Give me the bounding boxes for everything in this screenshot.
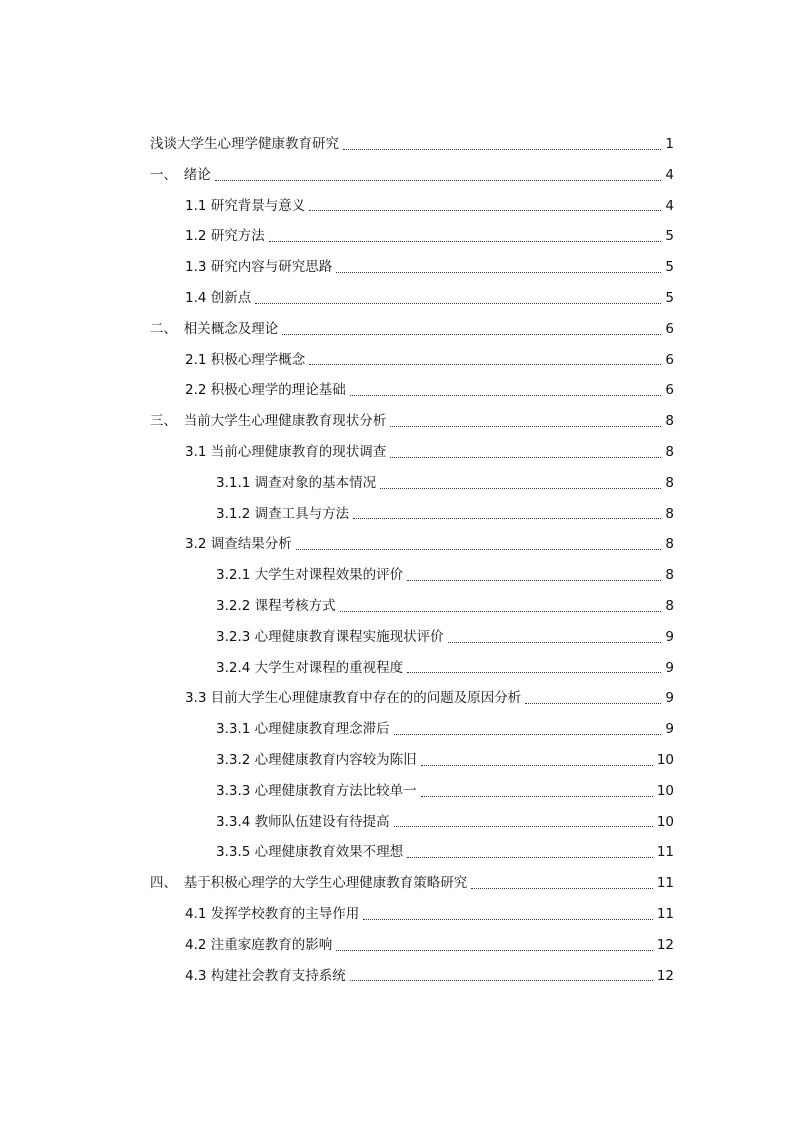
- toc-entry-title: 3.2 调查结果分析: [185, 536, 292, 553]
- toc-entry-page-number: 6: [665, 351, 674, 368]
- toc-entry-title: 3.2.1 大学生对课程效果的评价: [216, 567, 404, 584]
- toc-entry-title: 1.3 研究内容与研究思路: [185, 259, 333, 276]
- toc-entry[interactable]: [150, 837, 674, 868]
- toc-entry-title: 2.1 积极心理学概念: [185, 351, 306, 368]
- toc-dot-leader: [296, 549, 662, 550]
- toc-entry[interactable]: [150, 406, 674, 437]
- toc-entry-title: 3.3.3 心理健康教育方法比较单一: [216, 782, 417, 799]
- toc-dot-leader: [340, 611, 662, 612]
- toc-entry[interactable]: [150, 930, 674, 961]
- toc-entry-page-number: 8: [665, 567, 674, 584]
- toc-entry[interactable]: [150, 622, 674, 653]
- toc-entry-title: 一、 绪论: [150, 166, 211, 183]
- toc-entry[interactable]: [150, 437, 674, 468]
- toc-entry[interactable]: [150, 468, 674, 499]
- toc-entry[interactable]: [150, 899, 674, 930]
- toc-entry-page-number: 4: [665, 166, 674, 183]
- toc-entry-title: 三、 当前大学生心理健康教育现状分析: [150, 413, 387, 430]
- toc-dot-leader: [336, 950, 653, 951]
- toc-entry-page-number: 5: [665, 289, 674, 306]
- toc-entry-title: 3.3.2 心理健康教育内容较为陈旧: [216, 751, 417, 768]
- toc-entry-title: 3.2.2 课程考核方式: [216, 597, 336, 614]
- toc-entry[interactable]: [150, 745, 674, 776]
- toc-entry-page-number: 8: [665, 474, 674, 491]
- toc-dot-leader: [394, 734, 662, 735]
- toc-entry-title: 浅谈大学生心理学健康教育研究: [150, 136, 339, 152]
- toc-entry-page-number: 8: [665, 413, 674, 430]
- toc-dot-leader: [407, 580, 661, 581]
- toc-entry-page-number: 10: [656, 751, 674, 768]
- toc-dot-leader: [215, 180, 662, 181]
- toc-dot-leader: [448, 642, 662, 643]
- toc-entry-title: 1.1 研究背景与意义: [185, 197, 306, 214]
- toc-entry[interactable]: [150, 591, 674, 622]
- toc-entry-title: 3.1.2 调查工具与方法: [216, 505, 350, 522]
- toc-entry-title: 3.3 目前大学生心理健康教育中存在的的问题及原因分析: [185, 690, 522, 707]
- toc-entry-page-number: 9: [665, 721, 674, 738]
- toc-dot-leader: [309, 210, 661, 211]
- toc-entry-page-number: 11: [656, 844, 674, 861]
- toc-dot-leader: [407, 857, 653, 858]
- toc-dot-leader: [471, 888, 653, 889]
- toc-entry-page-number: 11: [656, 875, 674, 892]
- toc-entry-title: 4.1 发挥学校教育的主导作用: [185, 905, 360, 922]
- toc-entry-title: 3.1.1 调查对象的基本情况: [216, 474, 377, 491]
- toc-entry[interactable]: [150, 807, 674, 838]
- toc-entry-page-number: 9: [665, 659, 674, 676]
- toc-dot-leader: [336, 272, 661, 273]
- toc-entry-page-number: 12: [656, 967, 674, 984]
- toc-entry[interactable]: [150, 529, 674, 560]
- toc-entry-page-number: 9: [665, 690, 674, 707]
- toc-entry-title: 3.2.3 心理健康教育课程实施现状评价: [216, 628, 444, 645]
- toc-entry-page-number: 5: [665, 228, 674, 245]
- toc-entry-page-number: 8: [665, 597, 674, 614]
- toc-dot-leader: [350, 980, 653, 981]
- toc-entry-title: 3.2.4 大学生对课程的重视程度: [216, 659, 404, 676]
- toc-entry[interactable]: [150, 714, 674, 745]
- table-of-contents: [150, 129, 674, 991]
- toc-entry-title: 1.4 创新点: [185, 289, 252, 306]
- toc-entry-title: 四、 基于积极心理学的大学生心理健康教育策略研究: [150, 875, 468, 892]
- toc-dot-leader: [421, 796, 653, 797]
- toc-dot-leader: [363, 919, 653, 920]
- toc-entry-title: 2.2 积极心理学的理论基础: [185, 382, 346, 399]
- toc-dot-leader: [309, 364, 661, 365]
- toc-entry[interactable]: [150, 868, 674, 899]
- toc-entry-page-number: 9: [665, 628, 674, 645]
- toc-dot-leader: [421, 765, 653, 766]
- toc-entry-page-number: 12: [656, 936, 674, 953]
- toc-dot-leader: [407, 672, 661, 673]
- toc-dot-leader: [525, 703, 661, 704]
- toc-entry[interactable]: [150, 129, 674, 160]
- toc-entry[interactable]: [150, 221, 674, 252]
- toc-dot-leader: [350, 395, 662, 396]
- toc-entry-page-number: 8: [665, 443, 674, 460]
- toc-dot-leader: [390, 426, 661, 427]
- toc-dot-leader: [394, 826, 653, 827]
- toc-entry-page-number: 10: [656, 813, 674, 830]
- toc-entry[interactable]: [150, 499, 674, 530]
- toc-entry-page-number: 8: [665, 505, 674, 522]
- toc-entry-page-number: 11: [656, 905, 674, 922]
- toc-entry-title: 3.3.1 心理健康教育理念滞后: [216, 721, 390, 738]
- toc-entry-title: 4.3 构建社会教育支持系统: [185, 967, 346, 984]
- toc-entry[interactable]: [150, 252, 674, 283]
- toc-dot-leader: [255, 303, 661, 304]
- toc-entry-page-number: 4: [665, 197, 674, 214]
- toc-entry[interactable]: [150, 160, 674, 191]
- toc-entry[interactable]: [150, 191, 674, 222]
- toc-entry-page-number: 5: [665, 259, 674, 276]
- toc-dot-leader: [269, 241, 662, 242]
- toc-dot-leader: [380, 488, 661, 489]
- toc-entry-title: 3.3.4 教师队伍建设有待提高: [216, 813, 390, 830]
- toc-entry-title: 3.3.5 心理健康教育效果不理想: [216, 844, 404, 861]
- toc-entry-title: 3.1 当前心理健康教育的现状调查: [185, 443, 387, 460]
- toc-entry[interactable]: [150, 776, 674, 807]
- toc-dot-leader: [353, 518, 661, 519]
- toc-entry-page-number: 10: [656, 782, 674, 799]
- toc-dot-leader: [282, 334, 661, 335]
- toc-entry-title: 1.2 研究方法: [185, 228, 265, 245]
- toc-entry-page-number: 8: [665, 536, 674, 553]
- toc-entry[interactable]: [150, 683, 674, 714]
- toc-entry[interactable]: [150, 961, 674, 992]
- toc-dot-leader: [390, 457, 661, 458]
- toc-entry[interactable]: [150, 560, 674, 591]
- toc-dot-leader: [343, 149, 661, 150]
- toc-entry[interactable]: [150, 314, 674, 345]
- toc-entry-page-number: 6: [665, 382, 674, 399]
- toc-entry[interactable]: [150, 375, 674, 406]
- toc-entry[interactable]: [150, 653, 674, 684]
- toc-entry-page-number: 6: [665, 320, 674, 337]
- toc-entry[interactable]: [150, 345, 674, 376]
- toc-entry-page-number: 1: [665, 136, 674, 152]
- toc-entry[interactable]: [150, 283, 674, 314]
- toc-entry-title: 二、 相关概念及理论: [150, 320, 279, 337]
- toc-entry-title: 4.2 注重家庭教育的影响: [185, 936, 333, 953]
